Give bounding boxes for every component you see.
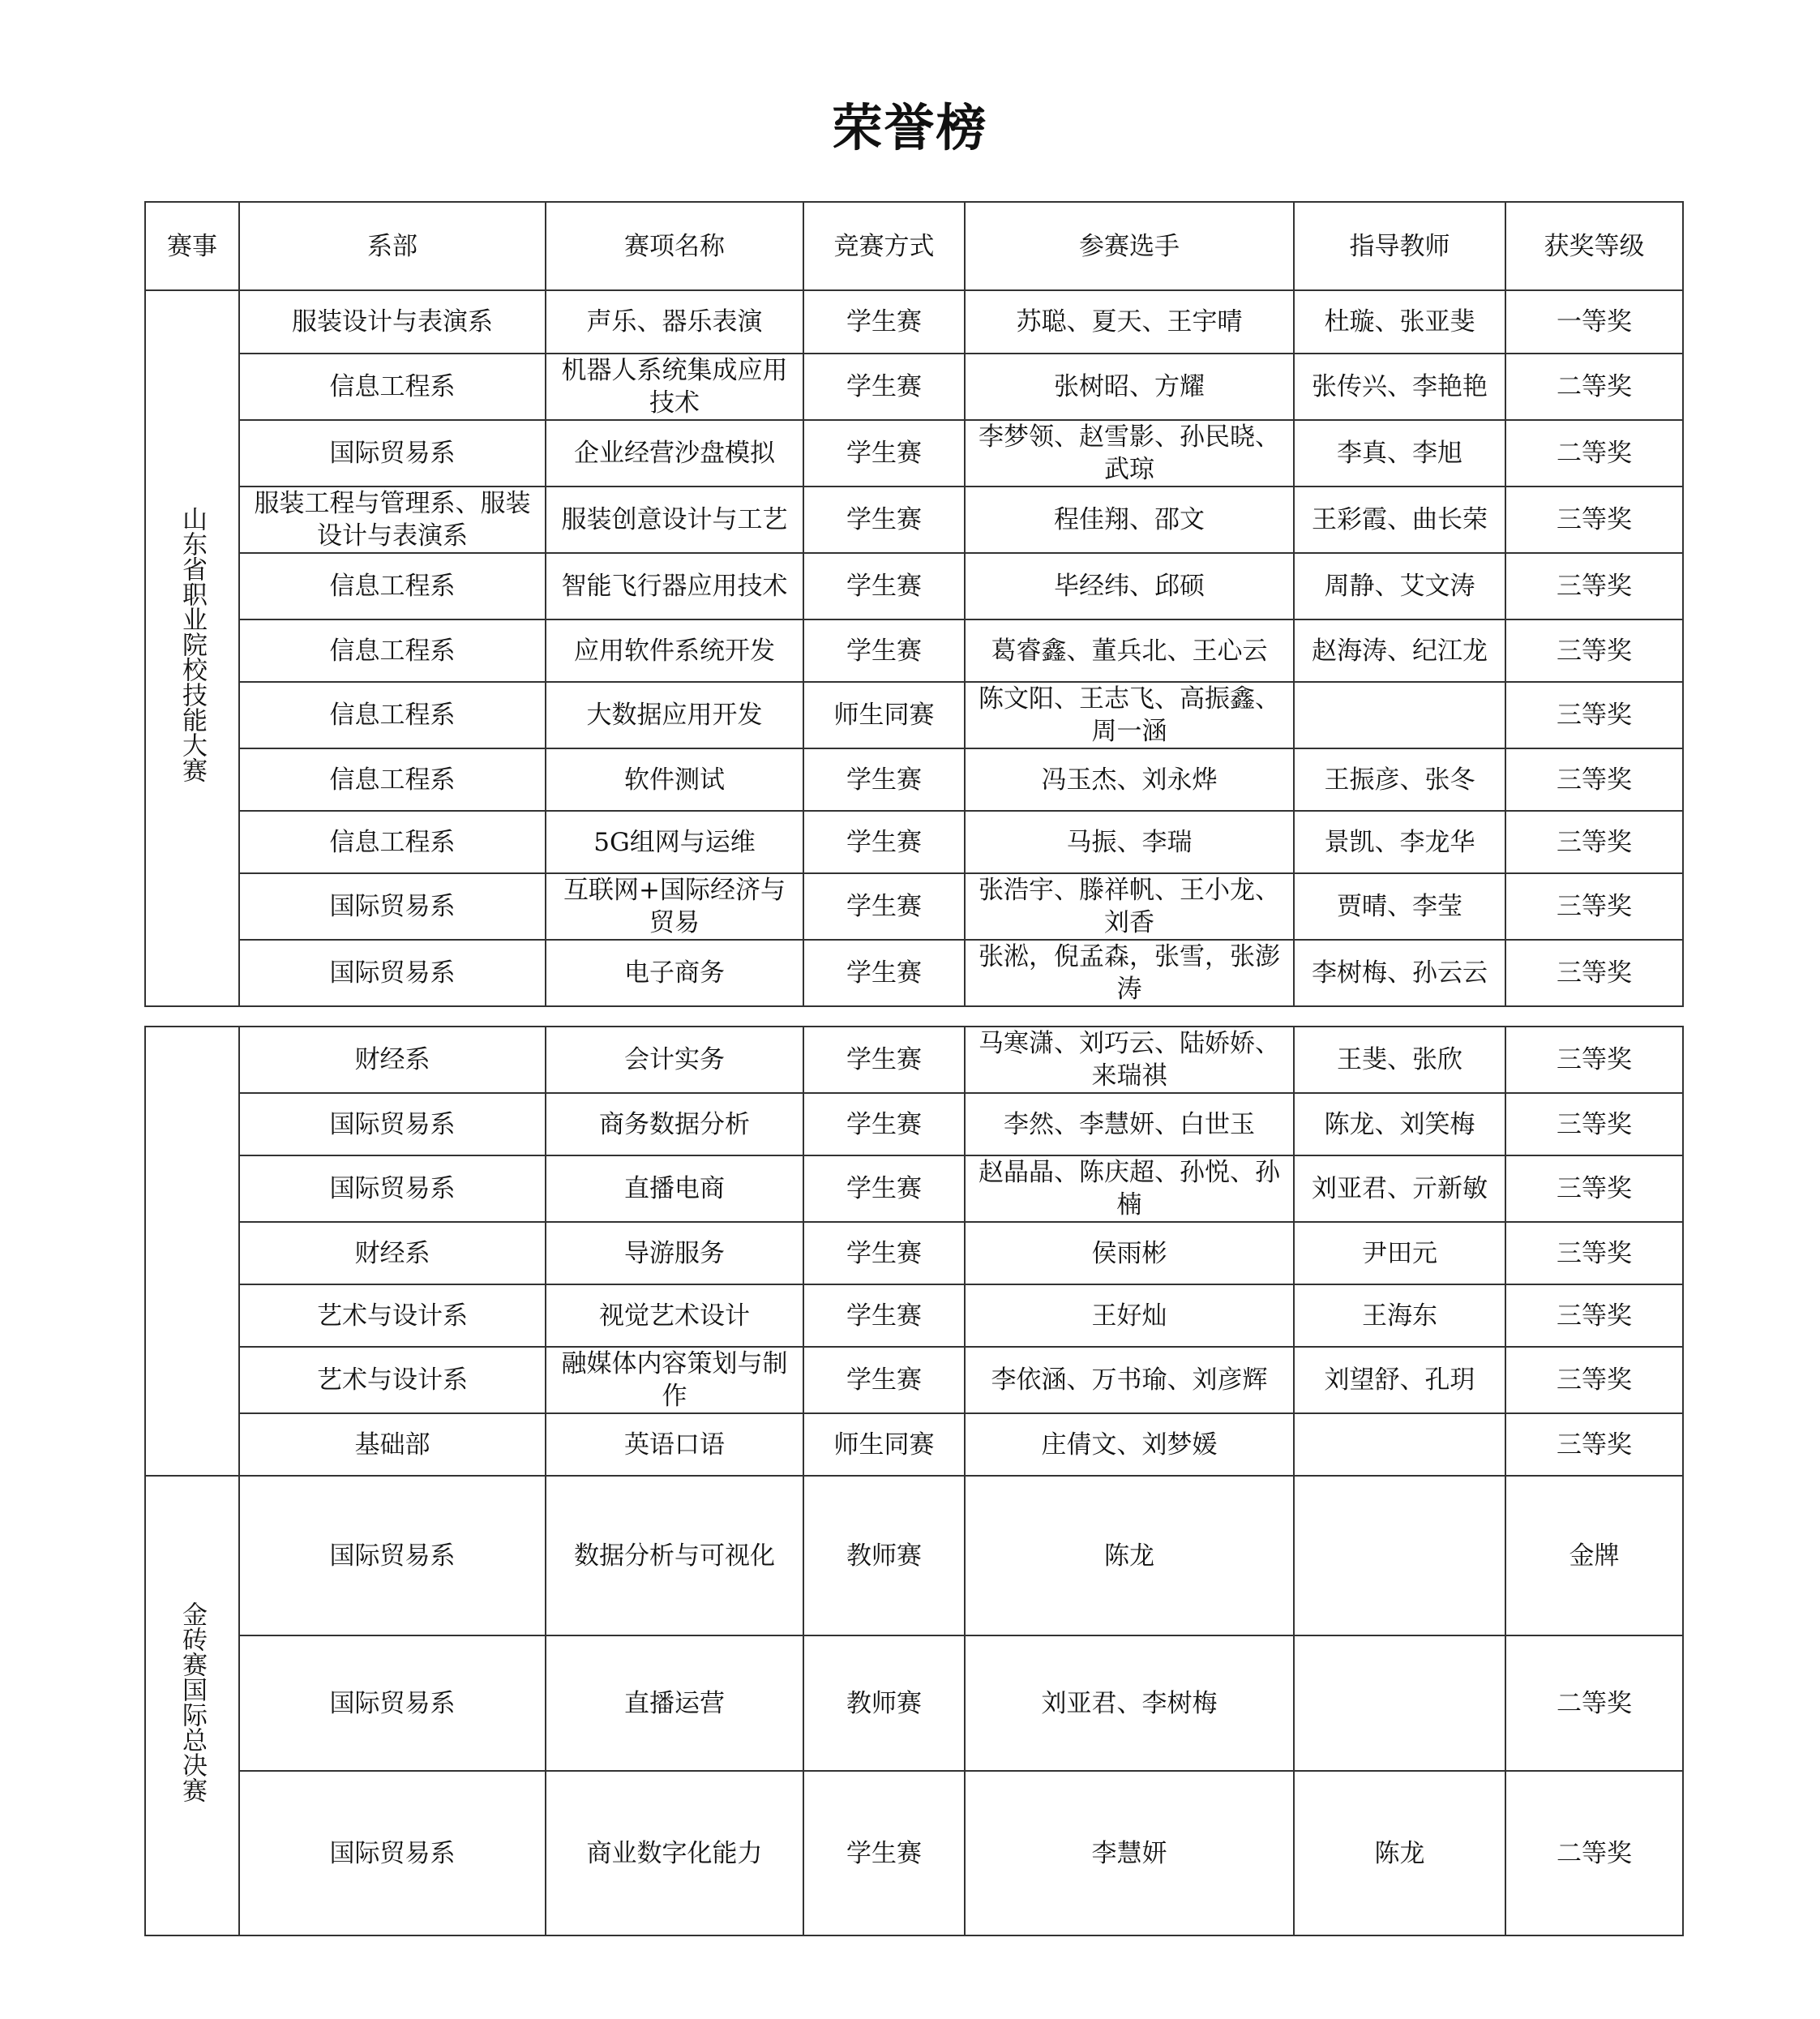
players-cell: 马寒潇、刘巧云、陆娇娇、来瑞祺	[965, 1027, 1294, 1093]
event-name: 金砖赛国际总决赛	[178, 1601, 207, 1803]
teachers-cell: 王海东	[1294, 1284, 1505, 1347]
event-cell	[145, 1476, 239, 1935]
players-cell: 毕经纬、邱硕	[965, 553, 1294, 619]
event-cell	[145, 1027, 239, 1476]
table-row	[145, 1284, 1683, 1347]
header-item: 赛项名称	[546, 202, 803, 290]
players-cell: 马振、李瑞	[965, 811, 1294, 873]
award-cell: 二等奖	[1505, 1771, 1683, 1935]
item-cell: 融媒体内容策划与制作	[546, 1347, 803, 1413]
mode-cell: 学生赛	[803, 290, 965, 354]
item-cell: 5G组网与运维	[546, 811, 803, 873]
table-row	[145, 940, 1683, 1006]
award-cell: 二等奖	[1505, 1635, 1683, 1771]
dept-cell: 信息工程系	[239, 619, 546, 682]
item-cell: 机器人系统集成应用技术	[546, 354, 803, 420]
item-cell: 英语口语	[546, 1413, 803, 1476]
dept-cell: 国际贸易系	[239, 1771, 546, 1935]
players-cell: 苏聪、夏天、王宇晴	[965, 290, 1294, 354]
teachers-cell: 周静、艾文涛	[1294, 553, 1505, 619]
players-cell: 冯玉杰、刘永烨	[965, 748, 1294, 811]
mode-cell: 教师赛	[803, 1635, 965, 1771]
table-row	[145, 619, 1683, 682]
award-cell: 三等奖	[1505, 1093, 1683, 1155]
mode-cell: 学生赛	[803, 873, 965, 940]
dept-cell: 信息工程系	[239, 354, 546, 420]
dept-cell: 国际贸易系	[239, 1476, 546, 1635]
players-cell: 王好灿	[965, 1284, 1294, 1347]
players-cell: 程佳翔、邵文	[965, 487, 1294, 553]
teachers-cell: 尹田元	[1294, 1222, 1505, 1284]
table-row	[145, 1347, 1683, 1413]
teachers-cell: 李真、李旭	[1294, 420, 1505, 487]
item-cell: 会计实务	[546, 1027, 803, 1093]
award-cell: 三等奖	[1505, 1347, 1683, 1413]
table-row	[145, 1635, 1683, 1771]
award-cell: 三等奖	[1505, 811, 1683, 873]
players-cell: 葛睿鑫、董兵北、王心云	[965, 619, 1294, 682]
teachers-cell: 陈龙	[1294, 1771, 1505, 1935]
dept-cell: 国际贸易系	[239, 1155, 546, 1222]
teachers-cell: 陈龙、刘笑梅	[1294, 1093, 1505, 1155]
item-cell: 视觉艺术设计	[546, 1284, 803, 1347]
award-cell: 三等奖	[1505, 1284, 1683, 1347]
item-cell: 服装创意设计与工艺	[546, 487, 803, 553]
item-cell: 大数据应用开发	[546, 682, 803, 748]
teachers-cell: 刘望舒、孔玥	[1294, 1347, 1505, 1413]
item-cell: 商务数据分析	[546, 1093, 803, 1155]
table-row	[145, 1027, 1683, 1093]
players-cell: 张淞，倪孟森，张雪，张澎涛	[965, 940, 1294, 1006]
award-cell: 二等奖	[1505, 420, 1683, 487]
dept-cell: 国际贸易系	[239, 420, 546, 487]
dept-cell: 服装工程与管理系、服装设计与表演系	[239, 487, 546, 553]
dept-cell: 基础部	[239, 1413, 546, 1476]
players-cell: 庄倩文、刘梦媛	[965, 1413, 1294, 1476]
mode-cell: 学生赛	[803, 420, 965, 487]
dept-cell: 信息工程系	[239, 553, 546, 619]
mode-cell: 学生赛	[803, 1284, 965, 1347]
award-cell: 三等奖	[1505, 682, 1683, 748]
mode-cell: 学生赛	[803, 940, 965, 1006]
teachers-cell	[1294, 1413, 1505, 1476]
table-header-row	[145, 202, 1683, 290]
header-mode: 竞赛方式	[803, 202, 965, 290]
teachers-cell: 王斐、张欣	[1294, 1027, 1505, 1093]
teachers-cell: 王彩霞、曲长荣	[1294, 487, 1505, 553]
item-cell: 导游服务	[546, 1222, 803, 1284]
table-row	[145, 420, 1683, 487]
award-cell: 三等奖	[1505, 487, 1683, 553]
players-cell: 陈文阳、王志飞、高振鑫、周一涵	[965, 682, 1294, 748]
mode-cell: 学生赛	[803, 748, 965, 811]
teachers-cell: 景凯、李龙华	[1294, 811, 1505, 873]
award-cell: 金牌	[1505, 1476, 1683, 1635]
teachers-cell: 刘亚君、亓新敏	[1294, 1155, 1505, 1222]
award-cell: 三等奖	[1505, 873, 1683, 940]
table-row	[145, 1222, 1683, 1284]
table-row	[145, 811, 1683, 873]
award-cell: 三等奖	[1505, 748, 1683, 811]
mode-cell: 学生赛	[803, 487, 965, 553]
dept-cell: 国际贸易系	[239, 1093, 546, 1155]
header-event: 赛事	[145, 202, 239, 290]
teachers-cell	[1294, 1635, 1505, 1771]
item-cell: 企业经营沙盘模拟	[546, 420, 803, 487]
item-cell: 声乐、器乐表演	[546, 290, 803, 354]
table-row	[145, 682, 1683, 748]
table-row	[145, 873, 1683, 940]
item-cell: 互联网+国际经济与贸易	[546, 873, 803, 940]
award-cell: 三等奖	[1505, 553, 1683, 619]
players-cell: 刘亚君、李树梅	[965, 1635, 1294, 1771]
award-cell: 三等奖	[1505, 940, 1683, 1006]
page-title: 荣誉榜	[832, 98, 988, 157]
item-cell: 数据分析与可视化	[546, 1476, 803, 1635]
table-row	[145, 1413, 1683, 1476]
award-cell: 三等奖	[1505, 1155, 1683, 1222]
table-row	[145, 354, 1683, 420]
teachers-cell	[1294, 1476, 1505, 1635]
mode-cell: 学生赛	[803, 553, 965, 619]
dept-cell: 信息工程系	[239, 748, 546, 811]
item-cell: 电子商务	[546, 940, 803, 1006]
dept-cell: 财经系	[239, 1027, 546, 1093]
players-cell: 侯雨彬	[965, 1222, 1294, 1284]
item-cell: 智能飞行器应用技术	[546, 553, 803, 619]
table-row	[145, 1476, 1683, 1635]
teachers-cell: 王振彦、张冬	[1294, 748, 1505, 811]
teachers-cell	[1294, 682, 1505, 748]
header-dept: 系部	[239, 202, 546, 290]
dept-cell: 国际贸易系	[239, 1635, 546, 1771]
dept-cell: 信息工程系	[239, 682, 546, 748]
mode-cell: 学生赛	[803, 619, 965, 682]
honor-table-part-2	[144, 1026, 1684, 1936]
teachers-cell: 张传兴、李艳艳	[1294, 354, 1505, 420]
award-cell: 三等奖	[1505, 1222, 1683, 1284]
award-cell: 三等奖	[1505, 619, 1683, 682]
mode-cell: 学生赛	[803, 1027, 965, 1093]
teachers-cell: 赵海涛、纪江龙	[1294, 619, 1505, 682]
header-teachers: 指导教师	[1294, 202, 1505, 290]
mode-cell: 学生赛	[803, 1347, 965, 1413]
award-cell: 一等奖	[1505, 290, 1683, 354]
players-cell: 李然、李慧妍、白世玉	[965, 1093, 1294, 1155]
mode-cell: 学生赛	[803, 1155, 965, 1222]
dept-cell: 艺术与设计系	[239, 1347, 546, 1413]
event-cell	[145, 290, 239, 1006]
award-cell: 三等奖	[1505, 1027, 1683, 1093]
item-cell: 商业数字化能力	[546, 1771, 803, 1935]
teachers-cell: 贾晴、李莹	[1294, 873, 1505, 940]
table-row	[145, 1155, 1683, 1222]
dept-cell: 艺术与设计系	[239, 1284, 546, 1347]
item-cell: 直播运营	[546, 1635, 803, 1771]
event-name: 山东省职业院校技能大赛	[178, 506, 207, 782]
award-cell: 三等奖	[1505, 1413, 1683, 1476]
table-row	[145, 487, 1683, 553]
players-cell: 李梦领、赵雪影、孙民晓、武琼	[965, 420, 1294, 487]
mode-cell: 学生赛	[803, 354, 965, 420]
mode-cell: 学生赛	[803, 811, 965, 873]
players-cell: 李慧妍	[965, 1771, 1294, 1935]
table-row	[145, 1093, 1683, 1155]
table-row	[145, 553, 1683, 619]
header-award: 获奖等级	[1505, 202, 1683, 290]
mode-cell: 学生赛	[803, 1222, 965, 1284]
players-cell: 赵晶晶、陈庆超、孙悦、孙楠	[965, 1155, 1294, 1222]
teachers-cell: 杜璇、张亚斐	[1294, 290, 1505, 354]
table-row	[145, 748, 1683, 811]
item-cell: 应用软件系统开发	[546, 619, 803, 682]
dept-cell: 财经系	[239, 1222, 546, 1284]
mode-cell: 教师赛	[803, 1476, 965, 1635]
dept-cell: 信息工程系	[239, 811, 546, 873]
mode-cell: 师生同赛	[803, 1413, 965, 1476]
players-cell: 李依涵、万书瑜、刘彦辉	[965, 1347, 1294, 1413]
mode-cell: 师生同赛	[803, 682, 965, 748]
dept-cell: 服装设计与表演系	[239, 290, 546, 354]
table-row	[145, 1771, 1683, 1935]
honor-table-part-1	[144, 201, 1684, 1007]
players-cell: 张树昭、方耀	[965, 354, 1294, 420]
players-cell: 陈龙	[965, 1476, 1294, 1635]
header-players: 参赛选手	[965, 202, 1294, 290]
item-cell: 直播电商	[546, 1155, 803, 1222]
teachers-cell: 李树梅、孙云云	[1294, 940, 1505, 1006]
table-row	[145, 290, 1683, 354]
award-cell: 二等奖	[1505, 354, 1683, 420]
mode-cell: 学生赛	[803, 1771, 965, 1935]
item-cell: 软件测试	[546, 748, 803, 811]
mode-cell: 学生赛	[803, 1093, 965, 1155]
players-cell: 张浩宇、滕祥帆、王小龙、刘香	[965, 873, 1294, 940]
dept-cell: 国际贸易系	[239, 873, 546, 940]
dept-cell: 国际贸易系	[239, 940, 546, 1006]
